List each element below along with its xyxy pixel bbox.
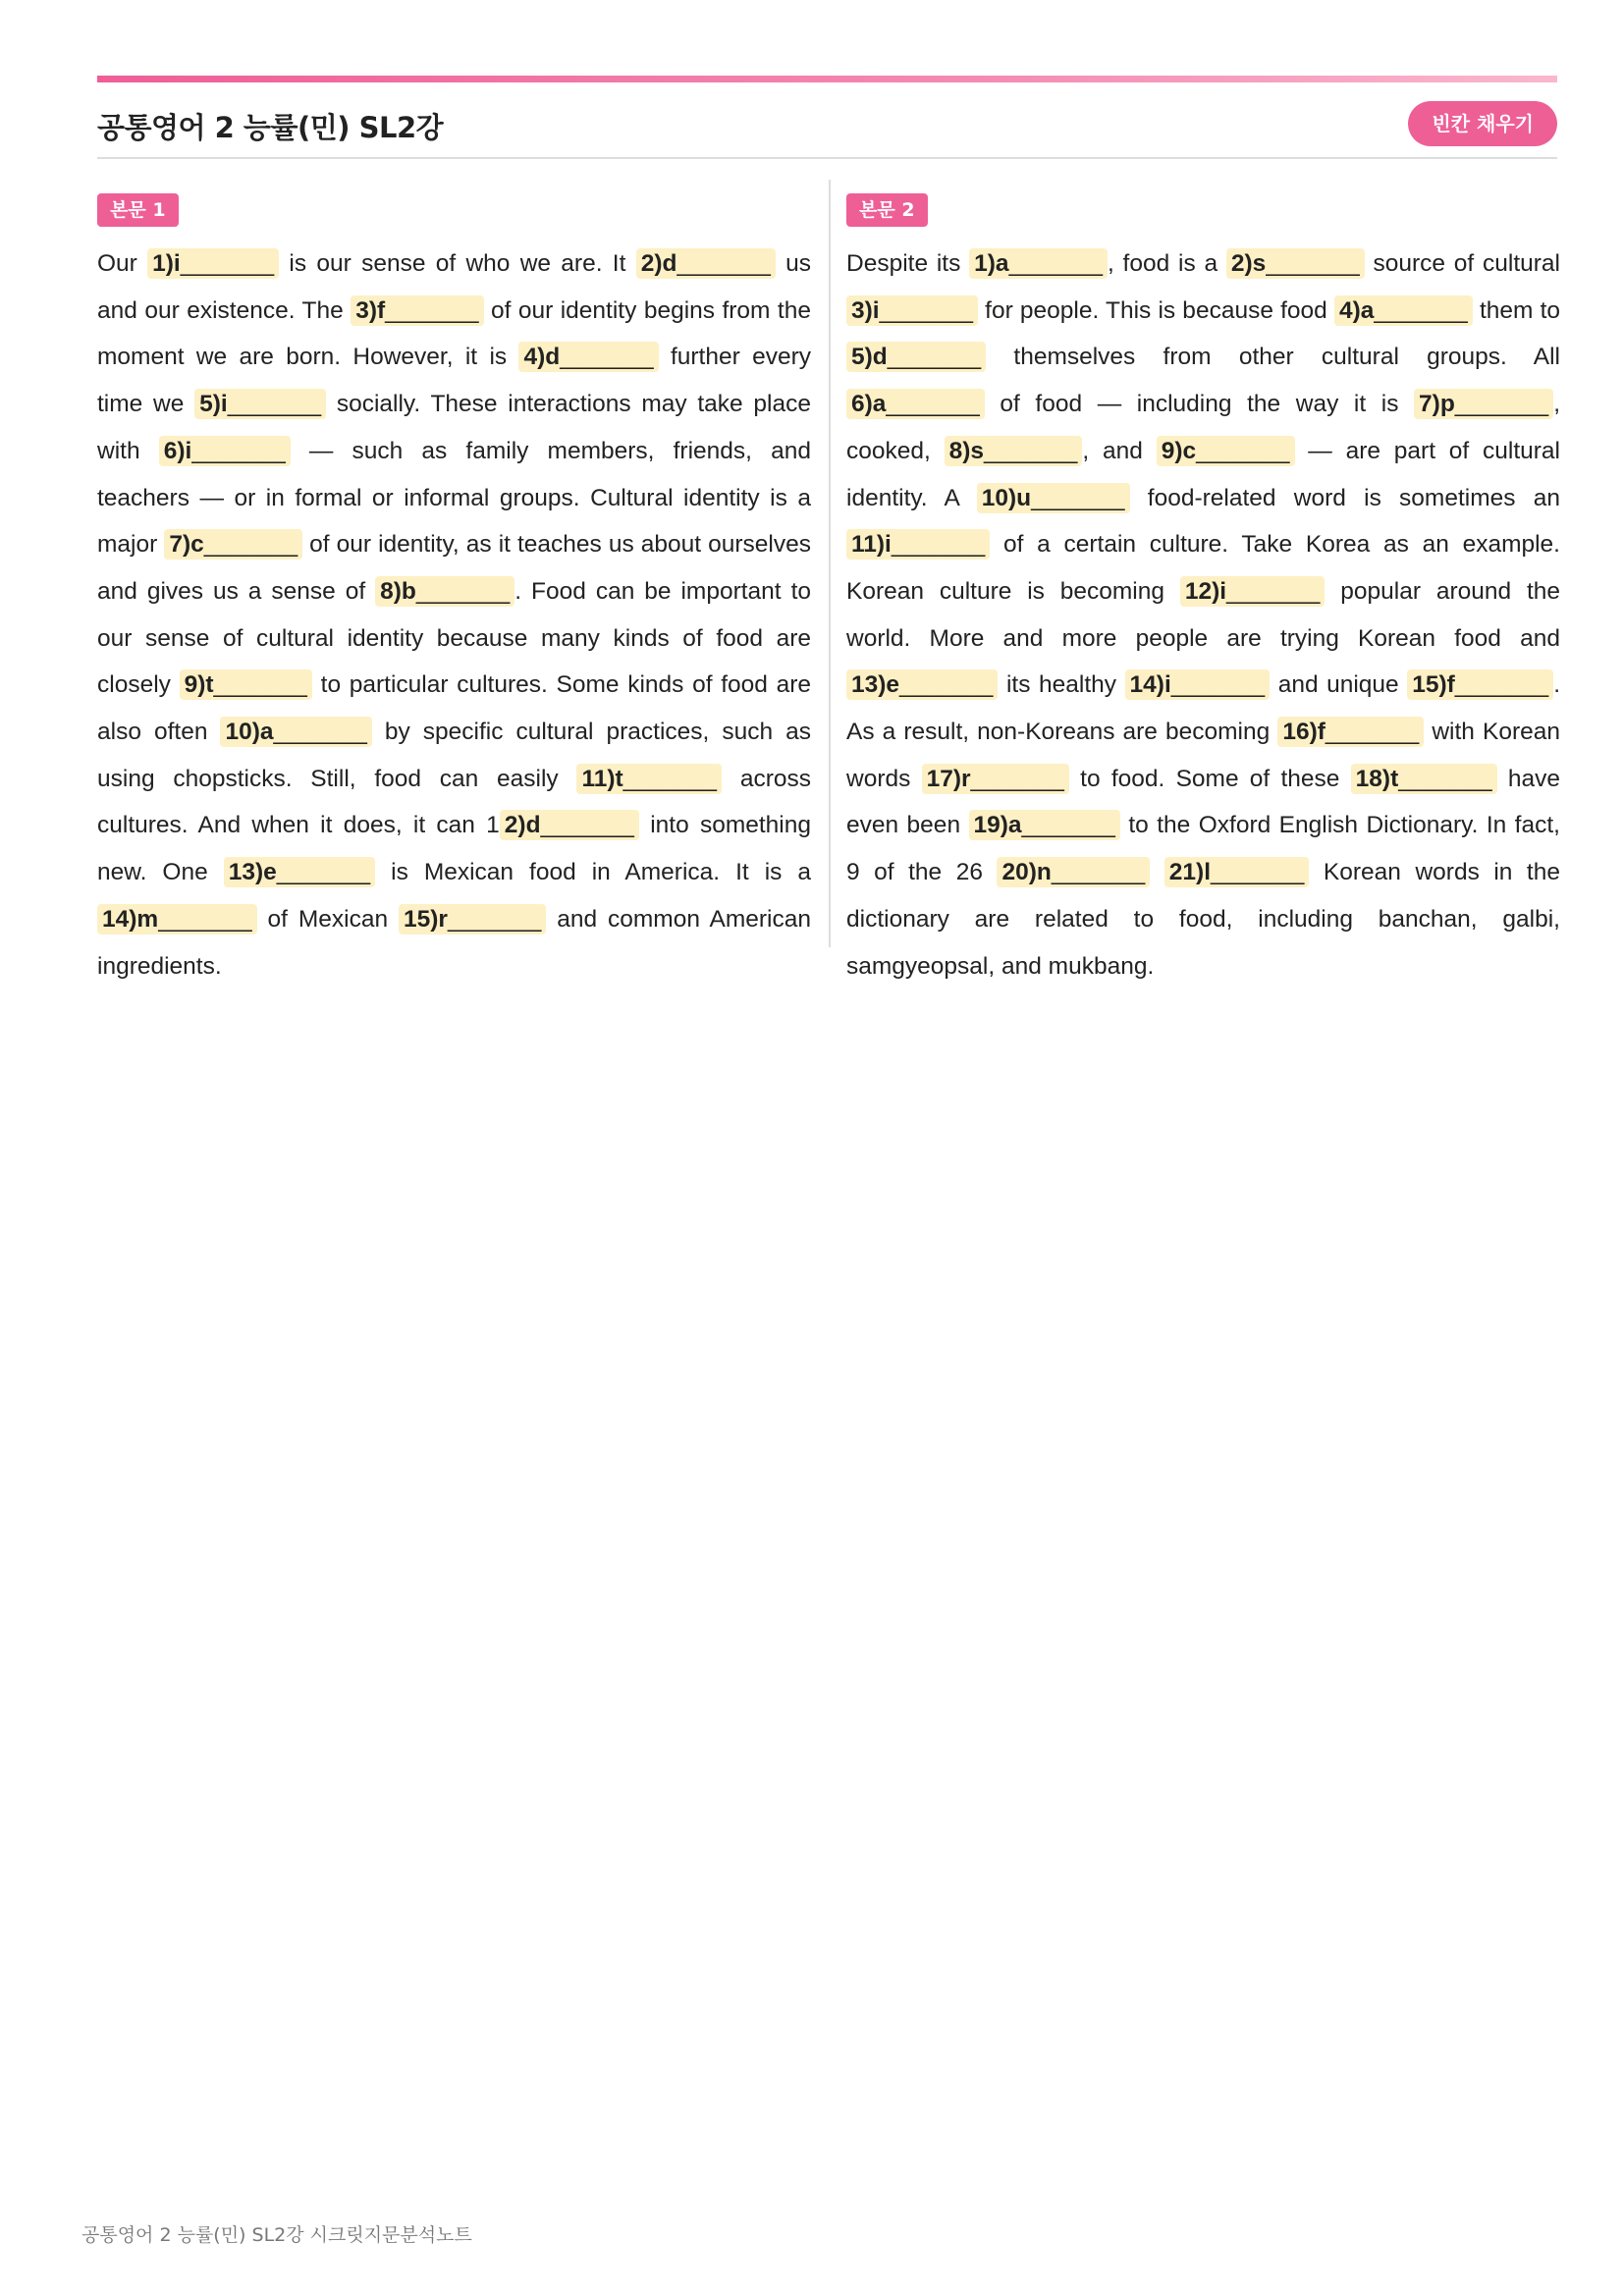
- blank-field[interactable]: 18)t _______: [1351, 764, 1497, 794]
- passage-column-1: [97, 193, 811, 989]
- passage-text-run: and common American ingredients.: [97, 905, 811, 980]
- passage-text-run: of our identity, as it teaches us about ourselves and gives us a sense of: [97, 531, 811, 605]
- passage-text-run: and unique: [1270, 671, 1408, 699]
- passage-text-run: have even been: [846, 765, 1560, 839]
- passage-text-run: to the Oxford English Dictionary. In fact, 9 of the 26: [846, 812, 1560, 886]
- passage-text-run: with Korean words: [846, 719, 1560, 792]
- blank-field[interactable]: 10)u _______: [977, 483, 1130, 513]
- passage-text-run: popular around the world. More and more people are trying Korean food and: [846, 577, 1560, 652]
- passage-text-run: . Food can be important to our sense of cultural identity because many kinds of food are closely: [97, 577, 812, 699]
- page-footer: 공통영어 2 능률(민) SL2강 시크릿지문분석노트: [81, 2224, 472, 2246]
- passage-text-run: themselves from other cultural groups. All: [986, 344, 1560, 371]
- passage-text-run: Our: [97, 250, 148, 277]
- blank-field[interactable]: 21)l _______: [1164, 857, 1310, 887]
- passage-text-run: — such as family members, friends, and teachers — or in formal or informal groups. Cultural identity is a major: [97, 437, 811, 559]
- passage-text-run: further every time we: [97, 344, 811, 418]
- blank-field[interactable]: 6)i _______: [159, 436, 291, 466]
- passage-text-run: food-related word is sometimes an: [1129, 484, 1560, 511]
- blank-field[interactable]: 17)r _______: [922, 764, 1069, 794]
- passage-tag: 본문 1: [97, 193, 179, 227]
- passage-text-run: into something new. One: [97, 812, 811, 886]
- blank-field[interactable]: 4)a _______: [1334, 295, 1473, 326]
- passage-text-run: across cultures. And when it does, it can 1: [97, 765, 811, 839]
- blank-field[interactable]: 10)a _______: [220, 717, 371, 747]
- blank-field[interactable]: 14)m _______: [97, 904, 257, 934]
- blank-field[interactable]: 2)s _______: [1226, 248, 1365, 279]
- blank-field[interactable]: 4)d _______: [518, 342, 658, 372]
- blank-field[interactable]: 20)n _______: [997, 857, 1150, 887]
- blank-field[interactable]: 15)f _______: [1407, 669, 1553, 700]
- fill-in-blank-mode-badge[interactable]: 빈칸 채우기: [1408, 101, 1557, 146]
- passage-text-run: Korean words in the dictionary are related to food, including banchan, galbi, samgyeopsal, and mukbang.: [846, 859, 1560, 980]
- passage-text-run: Despite its: [846, 250, 970, 277]
- blank-field[interactable]: 12)i _______: [1180, 576, 1325, 607]
- page-title: 공통영어 2 능률(민) SL2강: [97, 111, 444, 144]
- blank-field[interactable]: 13)e _______: [224, 857, 375, 887]
- passage-text-run: them to: [1472, 296, 1561, 324]
- blank-field[interactable]: 8)s _______: [945, 436, 1083, 466]
- passage-text-run: source of cultural: [1364, 250, 1560, 277]
- passage-text-run: of food — including the way it is: [984, 391, 1415, 418]
- blank-field[interactable]: 11)t _______: [576, 764, 722, 794]
- blank-field[interactable]: 13)e _______: [846, 669, 998, 700]
- blank-field[interactable]: 3)f _______: [351, 295, 483, 326]
- passage-text-run: by specific cultural practices, such as using chopsticks. Still, food can easily: [97, 719, 811, 792]
- blank-field[interactable]: 5)d _______: [846, 342, 986, 372]
- blank-field[interactable]: 7)p _______: [1414, 389, 1553, 419]
- blank-field[interactable]: 9)c _______: [1157, 436, 1295, 466]
- blank-field[interactable]: 5)i _______: [194, 389, 326, 419]
- top-accent-bar: [97, 76, 1557, 82]
- passage-text-run: socially. These interactions may take place with: [97, 391, 812, 464]
- blank-field[interactable]: 6)a _______: [846, 389, 985, 419]
- blank-field[interactable]: 1)i _______: [147, 248, 279, 279]
- passage-text-run: us and our existence. The: [97, 250, 812, 324]
- blank-field[interactable]: 3)i _______: [846, 295, 978, 326]
- passage-text-run: for people. This is because food: [977, 296, 1334, 324]
- passage-text-run: of Mexican: [256, 905, 399, 933]
- passage-text-run: , cooked,: [846, 391, 1560, 464]
- blank-field[interactable]: 11)i _______: [846, 529, 990, 560]
- passage-text-run: , food is a: [1107, 250, 1226, 277]
- passage-text-run: is Mexican food in America. It is a: [375, 859, 811, 886]
- blank-field[interactable]: 9)t _______: [180, 669, 312, 700]
- passage-text-run: of our identity begins from the moment we are born. However, it is: [97, 296, 811, 371]
- blank-field[interactable]: 1)a _______: [969, 248, 1108, 279]
- page-header: [97, 98, 1557, 159]
- passage-text: [846, 240, 1560, 989]
- passage-text-run: to food. Some of these: [1068, 765, 1351, 792]
- blank-field[interactable]: 8)b _______: [375, 576, 514, 607]
- blank-field[interactable]: 19)a _______: [969, 810, 1120, 840]
- blank-field[interactable]: 2)d _______: [636, 248, 776, 279]
- passage-column-2: [846, 193, 1560, 989]
- blank-field[interactable]: 7)c _______: [164, 529, 302, 560]
- passage-text-run: its healthy: [998, 671, 1125, 699]
- blank-field[interactable]: 14)i _______: [1125, 669, 1271, 700]
- passage-text-run: . As a result, non-Koreans are becoming: [846, 671, 1560, 746]
- passage-text-run: is our sense of who we are. It: [279, 250, 636, 277]
- column-divider: [829, 180, 831, 947]
- passage-text: [97, 240, 811, 989]
- blank-field[interactable]: 2)d _______: [500, 810, 639, 840]
- passage-text-run: — are part of cultural identity. A: [846, 437, 1560, 511]
- blank-field[interactable]: 15)r _______: [399, 904, 546, 934]
- passage-text-run: to particular cultures. Some kinds of food are also often: [97, 671, 812, 746]
- passage-tag: 본문 2: [846, 193, 928, 227]
- passage-text-run: [1150, 859, 1164, 885]
- passage-text-run: , and: [1082, 437, 1157, 464]
- blank-field[interactable]: 16)f _______: [1277, 717, 1424, 747]
- passage-text-run: of a certain culture. Take Korea as an example. Korean culture is becoming: [846, 531, 1560, 605]
